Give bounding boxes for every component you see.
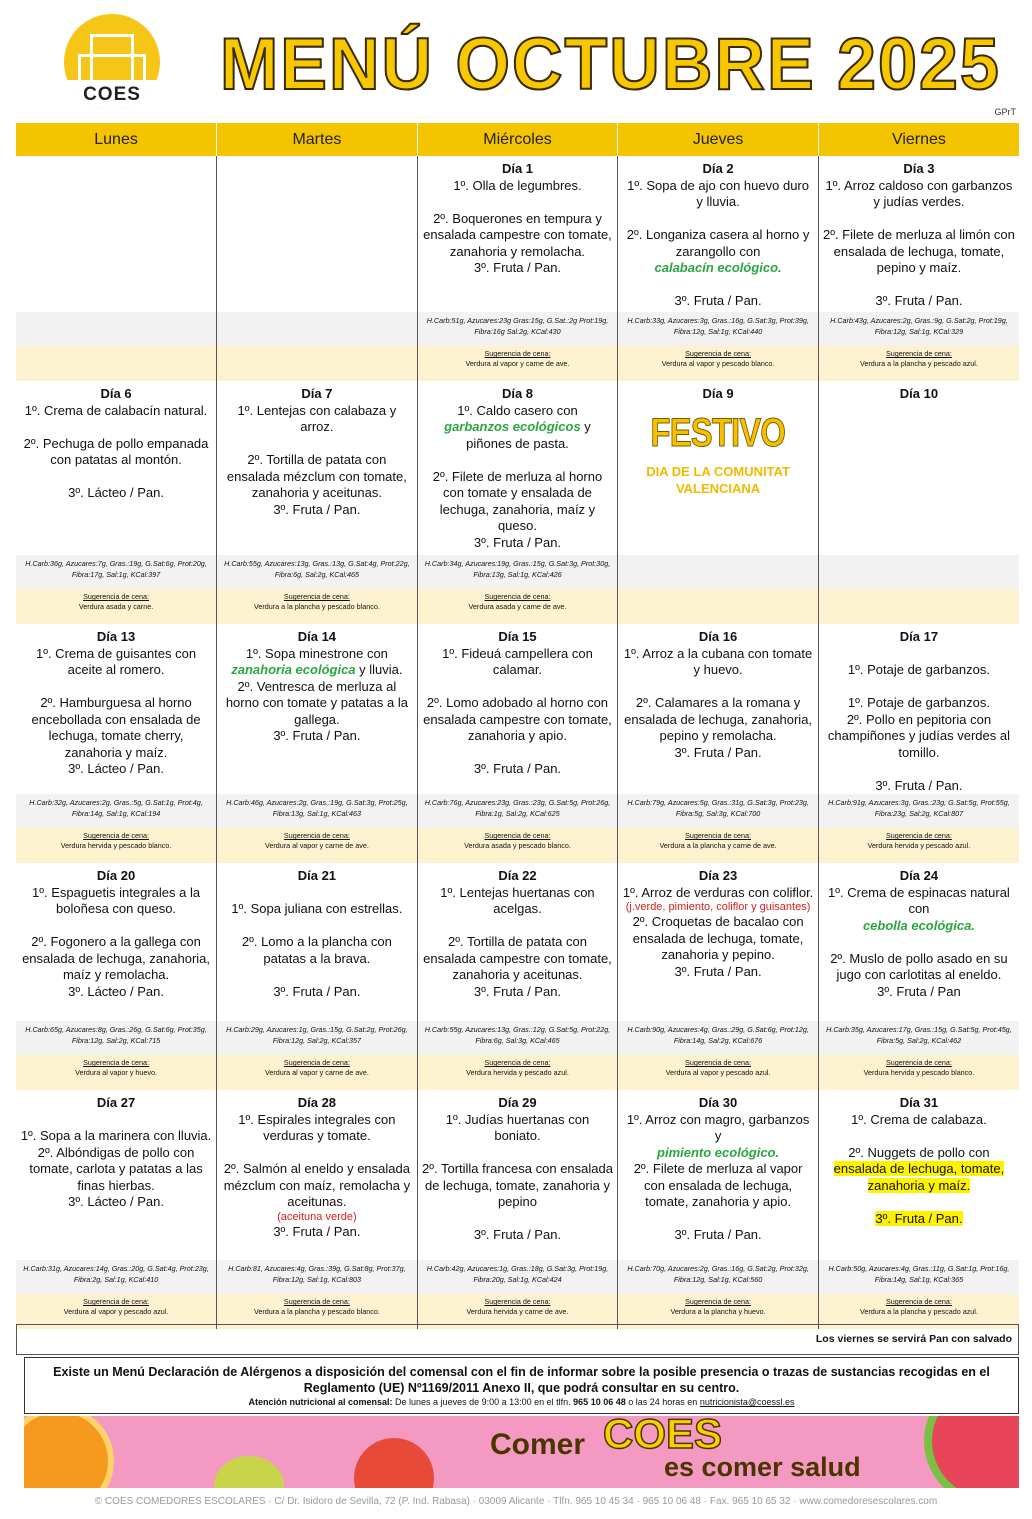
day-label: Día 9 [702,386,734,401]
menu-line [823,1128,1015,1145]
menu-line: 3º. Fruta / Pan. [674,963,762,979]
slogan-coes: COES [603,1416,723,1457]
allergen-notice [24,1357,1019,1414]
menu-line: 2º. Hamburguesa al horno encebollada con ensalada de lechuga, tomate cherry, zanahoria y maíz. [31,695,201,760]
suggestion-text: Verdura asada y pescado blanco. [464,841,571,850]
menu-line: 2º. Tortilla de patata con ensalada mézclum con tomate, zanahoria y aceitunas. [226,452,407,500]
menu-line: 3º. Fruta / Pan. [473,1227,562,1242]
nutrition-info: H.Carb:70g, Azucares:2g, Gras.:16g, G.Sat:2g, Prot:32g, Fibra:12g, Sal:1g, KCal:560 [618,1260,819,1294]
day-label: Día 22 [498,868,537,883]
day-label: Día 23 [698,868,738,883]
weekday-4: Viernes [818,123,1019,156]
weekday-header [16,123,1019,156]
suggestion-row [16,346,1019,381]
dinner-suggestion [16,589,217,624]
day-cell [618,624,819,794]
weekday-2: Miércoles [417,123,618,156]
nutrition-info: H.Carb:43g, Azucares:2g, Gras.:9g, G.Sat:2g, Prot:19g, Fibra:12g, Sal:1g, KCal:329 [818,312,1019,346]
suggestion-row [16,828,1019,863]
suggestion-label: Sugerencia de cena: [283,592,350,601]
suggestion-text: Verdura al vapor y pescado azul. [665,1068,771,1077]
menu-line [422,1145,614,1162]
menu-line [20,419,212,436]
menu-line: 2º. Boquerones en tempura y ensalada campestre con tomate, zanahoria y remolacha. [423,210,612,259]
nutrition-info: H.Carb:76g, Azucares:23g, Gras.:23g, G.Sat:5g, Prot:26g, Fibra:1g, Sal:2g, KCal:625 [417,794,618,828]
week-row [16,1090,1019,1260]
suggestion-label: Sugerencia de cena: [885,831,952,840]
menu-line [20,469,212,486]
nutrition-info: H.Carb:81, Azucares:4g, Gras.:39g, G.Sat:8g, Prot:37g, Fibra:12g, Sal:1g, KCal:803 [217,1260,418,1294]
day-cell [16,156,217,312]
doc-code: GPrT [994,107,1016,117]
menu-line: 1º. Crema de calabaza. [851,1111,987,1127]
menu-line [221,918,413,935]
dinner-suggestion [217,346,418,381]
ecologic-label: cebolla ecológica. [862,917,975,933]
nutrition-info: H.Carb:36g, Azucares:7g, Gras.:19g, G.Sat:6g, Prot:20g, Fibra:17g, Sal:1g, KCal:397 [16,555,217,589]
day-cell [16,863,217,1021]
ecologic-label: zanahoria ecológica [231,662,356,677]
dinner-suggestion [16,828,217,863]
day-label: Día 7 [301,386,333,401]
day-cell [417,381,618,555]
menu-line [221,662,413,679]
suggestion-text: Verdura hervida y pescado azul. [867,841,971,850]
friday-note: Los viernes se servirá Pan con salvado [16,1324,1019,1355]
menu-line [422,1211,614,1228]
suggestion-text: Verdura al vapor y carne de ave. [264,1068,369,1077]
menu-line: 1º. Potaje de garbanzos. [847,695,990,710]
dinner-suggestion [16,1055,217,1090]
menu-line: 3º. Lácteo / Pan. [68,1194,164,1209]
dinner-suggestion [618,589,819,624]
menu-line [422,745,614,762]
ecologic-label: pimiento ecológico. [657,1144,780,1160]
nutrition-info: H.Carb:90g, Azucares:4g, Gras.:29g, G.Sat:6g, Prot:12g, Fibra:14g, Sal:2g, KCal:676 [618,1021,819,1055]
suggestion-label: Sugerencia de cena: [685,349,752,358]
day-cell [618,381,819,555]
day-label: Día 8 [501,386,534,401]
day-cell [417,863,618,1021]
attention-phone: 965 10 06 48 [573,1397,626,1407]
dinner-suggestion [818,828,1019,863]
menu-line [823,646,1015,663]
menu-line [221,436,413,453]
day-label: Día 15 [498,629,537,644]
suggestion-text: Verdura a la plancha y pescado blanco. [253,1307,380,1316]
holiday-note: DIA DE LA COMUNITAT VALENCIANA [646,464,790,496]
suggestion-text: Verdura hervida y pescado blanco. [863,1068,975,1077]
menu-line: 3º. Fruta / Pan. [674,744,762,760]
highlighted-text: ensalada de lechuga, tomate, zanahoria y maíz. [833,1161,1005,1193]
nutrition-info [818,555,1019,589]
menu-line: 1º. Arroz caldoso con garbanzos y judías verdes. [825,177,1013,209]
day-cell [818,381,1019,555]
menu-line: 1º. Sopa de ajo con huevo duro y lluvia. [627,177,809,209]
day-label: Día 27 [96,1095,136,1110]
nutrition-row [16,1260,1019,1294]
nutrition-info: H.Carb:79g, Azucares:5g, Gras.:31g, G.Sat:3g, Prot:23g, Fibra:5g, Sal:3g, KCal:700 [618,794,819,828]
menu-line: 2º. Filete de merluza al horno con tomate y ensalada de lechuga, zanahoria, maíz y queso. [432,468,603,533]
nutrition-info: H.Carb:33g, Azucares:3g, Gras.:16g, G.Sat:3g, Prot:39g, Fibra:12g, Sal:1g, KCal:440 [618,312,819,346]
day-cell [417,156,618,312]
suggestion-label: Sugerencia de cena: [283,831,350,840]
nutrition-info: H.Carb:50g, Azucares:4g, Gras.:11g, G.Sat:1g, Prot:16g, Fibra:14g, Sal:1g, KCal:365 [818,1260,1019,1294]
menu-line [823,211,1015,228]
suggestion-text: Verdura hervida y carne de ave. [466,1307,569,1316]
nutrition-info: H.Carb:91g, Azucares:3g, Gras.:23g, G.Sat:5g, Prot:55g, Fibra:23g, Sal:2g, KCal:807 [818,794,1019,828]
menu-line: 2º. Tortilla francesa con ensalada de lechuga, tomate, zanahoria y pepino [422,1161,613,1209]
slogan-rest: es comer salud [664,1452,861,1482]
menu-line: (j.verde, pimiento, coliflor y guisantes) [625,901,811,913]
week-row [16,156,1019,312]
nutrition-info: H.Carb:34g, Azucares:19g, Gras.:15g, G.Sat:3g, Prot:30g, Fibra:13g, Sal:1g, KCal:426 [417,555,618,589]
attention-text: De lunes a jueves de 9:00 a 13:00 en el tlfn. [395,1397,571,1407]
nutrition-info: H.Carb:55g, Azucares:13g, Gras.:13g, G.Sat:4g, Prot:22g, Fibra:6g, Sal:2g, KCal:465 [217,555,418,589]
day-cell [818,863,1019,1021]
day-cell [217,624,418,794]
pear-icon [214,1456,284,1488]
menu-line: 3º. Fruta / Pan. [273,728,361,743]
festivo-label: FESTIVO [650,410,786,455]
menu-line: 2º. Filete de merluza al vapor con ensalada de lechuga, tomate, zanahoria y apio. [633,1161,803,1209]
day-label: Día 6 [100,386,132,401]
menu-line: 3º. Fruta / Pan. [473,260,562,275]
menu-line: 3º. Lácteo / Pan. [68,761,164,776]
day-label: Día 29 [498,1095,537,1110]
dinner-suggestion [618,1055,819,1090]
nutrition-row [16,1021,1019,1055]
menu-line [823,277,1015,294]
menu-line: 3º. Fruta / Pan. [473,983,562,999]
menu-line: 3º. Fruta / Pan. [473,534,562,550]
dinner-suggestion [818,1055,1019,1090]
nutrition-info: H.Carb:51g, Azucares:23g Gras:15g, G.Sat.:2g Prot:19g, Fibra:16g Sal:2g, KCal:430 [417,312,618,346]
day-cell [818,1090,1019,1260]
menu-line: 3º. Fruta / Pan [877,983,961,999]
suggestion-text: Verdura a la plancha y huevo. [670,1307,766,1316]
menu-line [20,679,212,696]
dinner-suggestion [417,1055,618,1090]
day-cell [217,863,418,1021]
day-label: Día 21 [297,868,337,883]
day-label: Día 30 [698,1095,738,1110]
day-label: Día 20 [96,868,136,883]
menu-line: 1º. Fideuá campellera con calamar. [442,645,593,677]
suggestion-label: Sugerencia de cena: [484,349,551,358]
day-cell [618,863,819,1021]
menu-line [422,194,614,211]
suggestion-row [16,589,1019,624]
logo-text: COES [64,80,160,110]
allergen-text: Existe un Menú Declaración de Alérgenos a disposición del comensal con el fin de informar sobre la posible presencia o trazas de sustancias recogidas en el Reglamento (UE) Nº1169/2011 Anexo II, que podrá consultar en su centro. [53,1365,990,1395]
menu-line-rest: y piñones de pasta. [466,419,591,451]
attention-text2: o las 24 horas en [628,1397,698,1407]
day-label: Día 16 [698,629,738,644]
menu-line: 1º. Olla de legumbres. [453,177,582,193]
menu-line-rest: y lluvia. [355,662,403,677]
menu-line: 1º. Sopa juliana con estrellas. [231,901,403,916]
menu-line [221,1145,413,1162]
menu-line [20,918,212,935]
suggestion-label: Sugerencia de cena: [283,1058,350,1067]
week-row [16,381,1019,555]
menu-line: 3º. Fruta / Pan. [875,293,963,308]
menu-line [823,761,1015,778]
menu-line: 1º. Lentejas con calabaza y arroz. [237,402,397,434]
menu-line: 1º. Potaje de garbanzos. [847,662,990,677]
menu-line: 2º. Muslo de pollo asado en su jugo con carlotitas al eneldo. [830,950,1008,982]
coes-logo [64,14,160,110]
suggestion-label: Sugerencia de cena: [885,349,952,358]
menu-line: 1º. Lentejas huertanas con acelgas. [440,884,595,916]
suggestion-text: Verdura al vapor y carne de ave. [264,841,369,850]
menu-line [422,918,614,935]
suggestion-text: Verdura a la plancha y pescado blanco. [253,602,380,611]
nutrition-info: H.Carb:46g, Azucares:2g, Gras.:19g, G.Sat:3g, Prot:25g, Fibra:13g, Sal:1g, KCal:463 [217,794,418,828]
menu-line: 2º. Fogonero a la gallega con ensalada de lechuga, zanahoria, maíz y remolacha. [22,934,211,982]
suggestion-label: Sugerencia de cena: [685,831,752,840]
nutrition-info: H.Carb:42g, Azucares:1g, Gras.:18g, G.Sat:3g, Prot:19g, Fibra:20g, Sal:1g, KCal:424 [417,1260,618,1294]
menu-line: 3º. Fruta / Pan. [674,1227,762,1242]
day-cell [16,381,217,555]
menu-line [622,260,814,277]
day-cell [217,1090,418,1260]
menu-line: 1º. Sopa minestrone con [245,645,388,661]
dinner-suggestion [818,589,1019,624]
menu-line [823,1211,1015,1228]
day-label: Día 14 [297,629,337,644]
suggestion-row [16,1055,1019,1090]
suggestion-label: Sugerencia de cena: [484,1058,551,1067]
menu-line [422,419,614,452]
attention-label: Atención nutricional al comensal: [248,1397,393,1407]
menu-line: 1º. Arroz con magro, garbanzos y [626,1111,810,1143]
day-cell [217,156,418,312]
suggestion-label: Sugerencia de cena: [283,1297,350,1306]
menu-line: 2º. Croquetas de bacalao con ensalada de lechuga, tomate, zanahoria y pepino. [632,914,804,962]
suggestion-label: Sugerencia de cena: [83,1297,150,1306]
day-label: Día 28 [297,1095,337,1110]
day-cell [217,381,418,555]
menu-line: 2º. Longaniza casera al horno y zarangollo con [626,227,810,259]
menu-line [221,967,413,984]
suggestion-label: Sugerencia de cena: [484,592,551,601]
nutrition-row [16,555,1019,589]
nutrition-info: H.Carb:29g, Azucares:1g, Gras.:15g, G.Sat:2g, Prot:26g, Fibra:12g, Sal:2g, KCal:357 [217,1021,418,1055]
menu-line: 3º. Lácteo / Pan. [68,485,164,500]
menu-line [622,211,814,228]
suggestion-label: Sugerencia de cena: [83,831,150,840]
menu-line [422,679,614,696]
menu-line [823,934,1015,951]
suggestion-label: Sugerencia de cena: [484,831,551,840]
suggestion-text: Verdura asada y carne de ave. [468,602,567,611]
suggestion-text: Verdura a la plancha y carne de ave. [659,841,777,850]
menu-line [622,277,814,294]
suggestion-label: Sugerencia de cena: [685,1058,752,1067]
menu-line: 1º. Crema de espinacas natural con [828,884,1010,916]
weekday-1: Martes [217,123,418,156]
menu-line: 2º. Filete de merluza al limón con ensalada de lechuga, tomate, pepino y maíz. [822,227,1015,275]
dinner-suggestion [217,589,418,624]
menu-line [823,679,1015,696]
nutrition-info: H.Carb:32g, Azucares:2g, Gras.:5g, G.Sat:1g, Prot:4g, Fibra:14g, Sal:1g, KCal:194 [16,794,217,828]
suggestion-text: Verdura al vapor y carne de ave. [465,359,570,368]
dinner-suggestion [618,346,819,381]
menu-line: 1º. Caldo casero con [457,402,578,418]
slogan-comer: Comer [490,1428,586,1461]
suggestion-text: Verdura a la plancha y pescado azul. [860,1307,978,1316]
menu-line: (aceituna verde) [277,1210,357,1223]
menu-line: 1º. Crema de guisantes con aceite al romero. [35,645,197,677]
suggestion-text: Verdura hervida y pescado blanco. [60,841,172,850]
menu-line [622,679,814,696]
day-label: Día 24 [899,868,939,883]
menu-line: 3º. Fruta / Pan. [473,761,562,776]
menu-line: 2º. Pechuga de pollo empanada con patatas al montón. [23,435,209,467]
attention-email[interactable]: nutricionista@coessl.es [699,1397,795,1407]
menu-table [16,123,1019,1329]
menu-line [20,1112,212,1129]
day-label: Día 13 [96,629,136,644]
menu-line: 3º. Fruta / Pan. [273,501,361,517]
menu-line [823,1161,1015,1194]
watermelon-icon [924,1416,1019,1488]
day-label: Día 31 [899,1095,939,1110]
day-label: Día 10 [899,386,939,401]
menu-line: 1º. Arroz de verduras con coliflor. [622,884,814,900]
menu-line: 2º. Lomo adobado al horno con ensalada campestre con tomate, zanahoria y apio. [423,695,612,743]
menu-line [422,452,614,469]
day-label: Día 2 [702,161,734,176]
nutrition-info: H.Carb:31g, Azucares:14g, Gras.:20g, G.Sat:4g, Prot:23g, Fibra:2g, Sal:1g, KCal:410 [16,1260,217,1294]
menu-line: 3º. Fruta / Pan. [674,293,762,308]
dinner-suggestion [417,589,618,624]
page-title: MENÚ OCTUBRE 2025 [220,23,1001,105]
menu-line: 3º. Fruta / Pan. [273,1223,361,1239]
day-cell [417,624,618,794]
menu-line [622,1211,814,1228]
suggestion-text: Verdura al vapor y huevo. [75,1068,157,1077]
day-cell [818,156,1019,312]
nutrition-info [16,312,217,346]
nutrition-info: H.Carb:65g, Azucares:8g, Gras.:26g, G.Sat:6g, Prot:35g, Fibra:12g, Sal:2g, KCal:715 [16,1021,217,1055]
suggestion-text: Verdura hervida y pescado azul. [466,1068,569,1077]
menu-line: 3º. Fruta / Pan. [273,983,361,999]
tower-icon [90,34,134,86]
menu-line [622,1145,814,1162]
menu-line: 1º. Espirales integrales con verduras y tomate. [238,1111,396,1143]
footer: © COES COMEDORES ESCOLARES · C/ Dr. Isidoro de Sevilla, 72 (P. Ind. Rabasa) · 03009 Alicante · Tlfn. 965 10 45 34 · 965 10 06 48 · Fax. 965 10 65 32 · www.comedoresescolares.com [94,1496,938,1507]
day-label: Día 1 [501,161,534,176]
day-cell [16,624,217,794]
apple-icon [354,1438,434,1488]
menu-line: 1º. Espaguetis integrales a la boloñesa con queso. [32,884,201,916]
nutrition-info [217,312,418,346]
suggestion-label: Sugerencia de cena: [83,1058,150,1067]
day-label: Día 17 [899,629,939,644]
dinner-suggestion [217,828,418,863]
menu-line: 2º. Salmón al eneldo y ensalada mézclum con maíz, remolacha y aceitunas. [223,1161,411,1209]
day-cell [16,1090,217,1260]
suggestion-text: Verdura al vapor y pescado azul. [63,1307,169,1316]
suggestion-label: Sugerencia de cena: [685,1297,752,1306]
week-row [16,624,1019,794]
dinner-suggestion [818,346,1019,381]
suggestion-text: Verdura a la plancha y pescado azul. [860,359,978,368]
highlighted-text: 3º. Fruta / Pan. [875,1210,963,1226]
nutrition-row [16,312,1019,346]
menu-line: 1º. Sopa a la marinera con lluvia. [20,1128,212,1143]
menu-line: 1º. Crema de calabacín natural. [24,402,208,418]
attention-line [25,1397,1018,1407]
dinner-suggestion [618,828,819,863]
menu-line [221,885,413,902]
orange-icon [24,1416,114,1488]
menu-line: 2º. Lomo a la plancha con patatas a la brava. [241,934,392,966]
menu-line: 1º. Arroz a la cubana con tomate y huevo. [623,645,813,677]
day-cell [417,1090,618,1260]
menu-line: 2º. Pollo en pepitoria con champiñones y judías verdes al tomillo. [827,711,1010,760]
day-cell [818,624,1019,794]
menu-line: 2º. Tortilla de patata con ensalada campestre con tomate, zanahoria y aceitunas. [423,934,612,982]
day-cell [618,156,819,312]
week-row [16,863,1019,1021]
dinner-suggestion [417,828,618,863]
nutrition-info [618,555,819,589]
day-label: Día 3 [903,161,935,176]
suggestion-label: Sugerencia de cena: [885,1058,952,1067]
menu-line: 2º. Ventresca de merluza al horno con tomate y patatas a la gallega. [225,678,408,727]
weekday-0: Lunes [16,123,217,156]
dinner-suggestion [417,346,618,381]
ecologic-label: garbanzos ecológicos [444,419,581,434]
menu-line: 2º. Albóndigas de pollo con tomate, carlota y patatas a las finas hierbas. [29,1144,203,1193]
menu-line: 3º. Lácteo / Pan. [68,983,164,999]
nutrition-row [16,794,1019,828]
dinner-suggestion [217,1055,418,1090]
nutrition-info: H.Carb:55g, Azucares:13g, Gras.:12g, G.Sat:5g, Prot:22g, Fibra:6g, Sal:3g, KCal:465 [417,1021,618,1055]
menu-line [823,1194,1015,1211]
menu-line [823,918,1015,935]
menu-line: 2º. Calamares a la romana y ensalada de lechuga, zanahoria, pepino y remolacha. [624,695,813,743]
menu-line: 2º. Nuggets de pollo con [848,1144,990,1160]
suggestion-label: Sugerencia de cena: [885,1297,952,1306]
suggestion-label: Sugerencia de cena: [83,592,150,601]
menu-line: 1º. Judías huertanas con boniato. [445,1111,590,1143]
suggestion-text: Verdura al vapor y pescado blanco. [661,359,775,368]
ecologic-label: calabacín ecológico. [654,260,782,275]
day-cell [618,1090,819,1260]
slogan-banner [24,1416,1019,1488]
suggestion-label: Sugerencia de cena: [484,1297,551,1306]
nutrition-info: H.Carb:35g, Azucares:17g, Gras.:15g, G.Sat:5g, Prot:45g, Fibra:5g, Sal:2g, KCal:462 [818,1021,1019,1055]
suggestion-text: Verdura asada y carne. [78,602,154,611]
menu-line: 3º. Fruta / Pan. [875,777,963,793]
weekday-3: Jueves [618,123,819,156]
dinner-suggestion [16,346,217,381]
